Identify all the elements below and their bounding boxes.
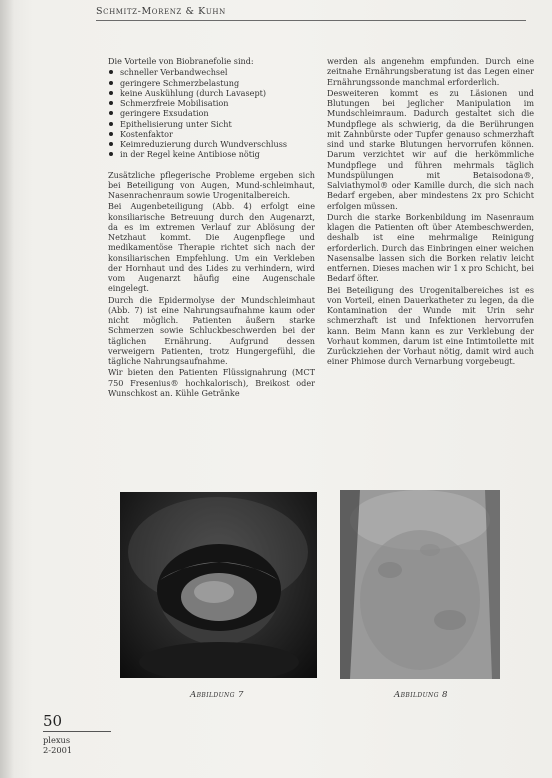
body-paragraph: Durch die Epidermolyse der Mundschleimhaut (Abb. 7) ist eine Nahrungsaufnahme kaum oder nicht möglich. Patienten äußern starke Schmerzen sowie Schluckbeschwerden bei der täglichen Ernährung. Aufgrund dessen verweigern Patienten, trotz Hungergefühl, die tägliche Nahrungsaufnahme. (108, 294, 315, 366)
right-column (327, 56, 534, 368)
body-paragraph: werden als angenehm empfunden. Durch eine zeitnahe Ernährungsberatung ist das Legen einer Ernährungssonde manchmal erforderlich. (327, 56, 534, 87)
header-rule (96, 20, 526, 21)
page-number: 50 (43, 712, 63, 730)
benefit-item: keine Auskühlung (durch Lavasept) (108, 88, 315, 98)
body-paragraph: Durch die starke Borkenbildung im Nasenraum klagen die Patienten oft über Atembeschwerden, deshalb ist eine mehrmalige Reinigung erforderlich. Durch das Einbringen einer weichen Nasensalbe lassen sich die Borken relativ leicht entfernen. Dieses machen wir 1 x pro Schicht, bei Bedarf öfter. (327, 211, 534, 284)
benefit-item: Keimreduzierung durch Wundverschluss (108, 139, 315, 149)
figure-8-caption: Abbildung 8 (394, 690, 448, 700)
journal-name: plexus (43, 735, 71, 745)
left-column (108, 56, 315, 399)
benefit-item: Epithelisierung unter Sicht (108, 119, 315, 129)
body-paragraph: Desweiteren kommt es zu Läsionen und Blutungen bei jeglicher Manipulation im Mundschleimraum. Dadurch gestaltet sich die Mundpflege als schwierig, da die Berührungen mit Zahnbürste oder Tupfer genauso schmerzhaft sind und starke Blutungen hervorrufen können. Darum verzichtet wir auf die herkömmliche Mundpflege und führen mehrmals täglich Mundspülungen mit Betaisodona®, Salviathymol® oder Kamille durch, die sich nach Bedarf ergeben, aber mindestens 2x pro Schicht erfolgen müssen. (327, 87, 534, 211)
footer-rule (43, 731, 111, 732)
journal-issue: 2-2001 (43, 745, 73, 755)
figure-7-caption: Abbildung 7 (190, 690, 244, 700)
body-paragraph: Wir bieten den Patienten Flüssignahrung (MCT 750 Fresenius® hochkalorisch), Breikost oder Wunschkost an. Kühle Getränke (108, 367, 315, 398)
skin-photo-graphic (340, 490, 500, 679)
spacer (108, 160, 315, 170)
benefits-intro: Die Vorteile von Biobranefolie sind: (108, 56, 254, 66)
benefit-item: in der Regel keine Antibiose nötig (108, 149, 315, 159)
benefit-item: geringere Exsudation (108, 108, 315, 118)
body-paragraph: Bei Augenbeteiligung (Abb. 4) erfolgt eine konsiliarische Betreuung durch den Augenarzt, da es im extremen Verlauf zur Ablösung der Netzhaut kommt. Die Augenpflege und medikamentöse Therapie richtet sich nach der konsiliarischen Empfehlung. Um ein Verkleben der Hornhaut und des Lides zu verhindern, wird vom Augenarzt häufig eine Augenschale eingelegt. (108, 201, 315, 294)
journal-info (43, 735, 72, 755)
binding-shadow (0, 0, 14, 778)
body-paragraph: Zusätzliche pflegerische Probleme ergeben sich bei Beteiligung von Augen, Mund-schleimhaut, Nasenrachenraum sowie Urogenitalbereich. (108, 169, 315, 200)
figure-8-photo (340, 490, 500, 679)
mouth-photo-graphic (120, 492, 317, 678)
body-paragraph: Bei Beteiligung des Urogenitalbereiches ist es von Vorteil, einen Dauerkatheter zu legen, da die Kontamination der Wunde mit Urin sehr schmerzhaft ist und Infektionen hervorrufen kann. Beim Mann kann es zur Verklebung der Vorhaut kommen, darum ist eine Intimtoilette mit Zurückziehen der Vorhaut nötig, damit wird auch einer Phimose durch Vernarbung vorgebeugt. (327, 284, 534, 367)
benefit-item: geringere Schmerzbelastung (108, 78, 315, 88)
benefits-list (108, 67, 315, 159)
figure-7-photo (120, 492, 317, 678)
running-title: Schmitz-Morenz & Kuhn (96, 6, 226, 17)
benefit-item: Schmerzfreie Mobilisation (108, 98, 315, 108)
benefit-item: Kostenfaktor (108, 129, 315, 139)
benefit-item: schneller Verbandwechsel (108, 67, 315, 77)
